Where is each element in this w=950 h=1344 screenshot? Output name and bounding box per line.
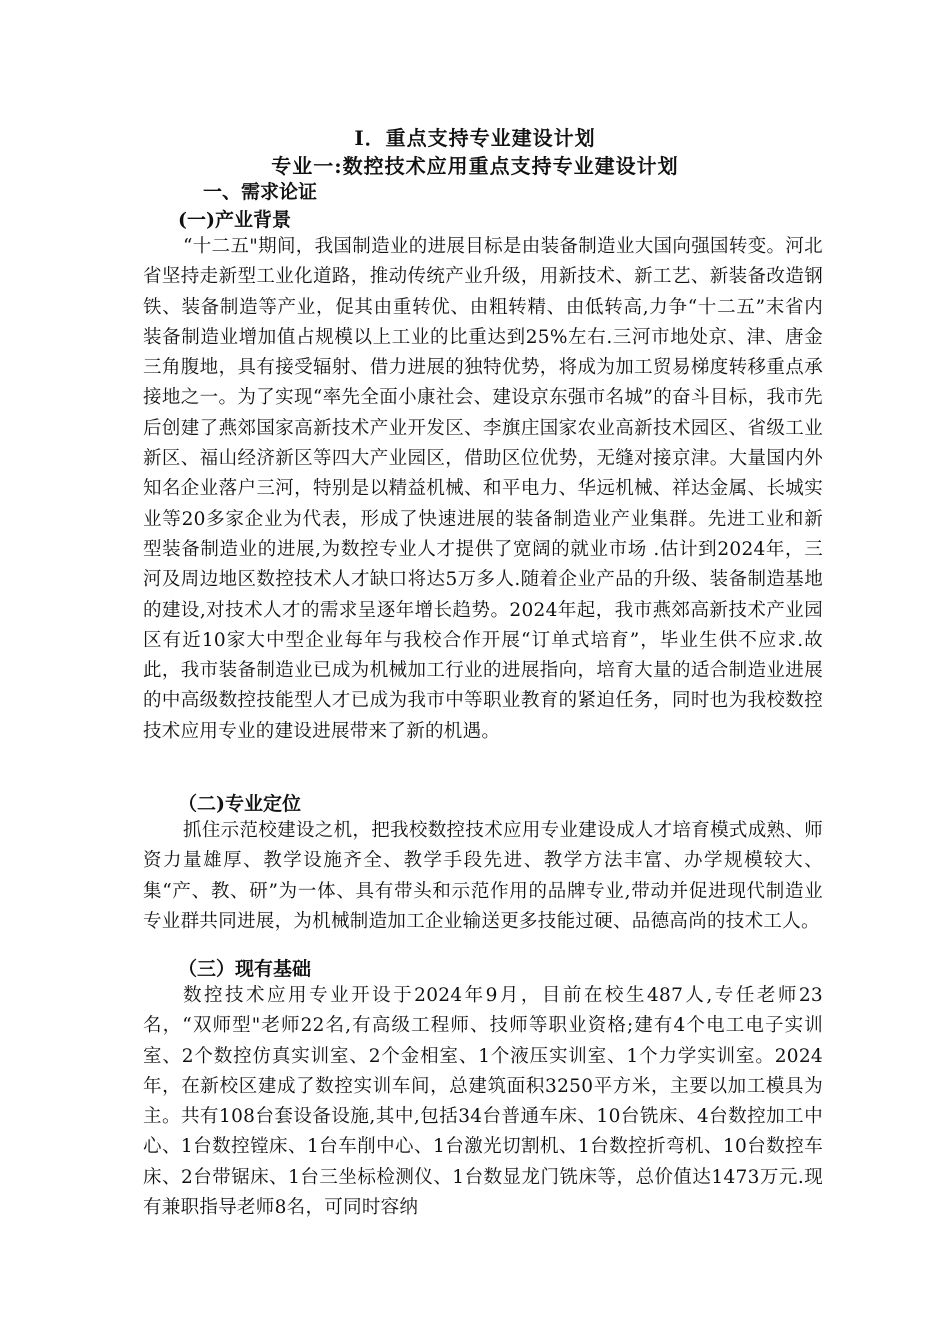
subsection-heading-positioning: （二)专业定位 xyxy=(178,793,301,815)
paragraph-positioning: 抓住示范校建设之机，把我校数控技术应用专业建设成人才培育模式成熟、师资力量雄厚、教学设施齐全、教学手段先进、教学方法丰富、办学规模较大、集“产、教、研”为一体、具有带头和示范作用的品牌专业,带动并促进现代制造业专业群共同进展，为机械制造加工企业输送更多技能过硬、品德高尚的技术工人。 xyxy=(143,820,823,932)
section-heading-demand: 一、需求论证 xyxy=(203,181,318,203)
document-subtitle: 专业一:数控技术应用重点支持专业建设计划 xyxy=(271,154,679,178)
paragraph-industry-background: “十二五"期间，我国制造业的进展目标是由装备制造业大国向强国转变。河北省坚持走新型工业化道路，推动传统产业升级，用新技术、新工艺、新装备改造钢铁、装备制造等产业，促其由重转优、由粗转精、由低转高,力争“十二五”末省内装备制造业增加值占规模以上工业的比重达到25%左右.三河市地处京、津、唐金三角腹地，具有接受辐射、借力进展的独特优势，将成为加工贸易梯度转移重点承接地之一。为了实现“率先全面小康社会、建设京东强市名城”的奋斗目标，我市先后创建了燕郊国家高新技术产业开发区、李旗庄国家农业高新技术园区、省级工业新区、福山经济新区等四大产业园区，借助区位优势，无缝对接京津。大量国内外知名企业落户三河，特别是以精益机械、和平电力、华远机械、祥达金属、长城实业等20多家企业为代表，形成了快速进展的装备制造业产业集群。先进工业和新型装备制造业的进展,为数控专业人才提供了宽阔的就业市场 .估计到2024年，三河及周边地区数控技术人才缺口将达5万多人.随着企业产品的升级、装备制造基地的建设,对技术人才的需求呈逐年增长趋势。2024年起，我市燕郊高新技术产业园区有近10家大中型企业每年与我校合作开展“订单式培育”，毕业生供不应求.故此，我市装备制造业已成为机械加工行业的进展指向，培育大量的适合制造业进展的中高级数控技能型人才已成为我市中等职业教育的紧迫任务，同时也为我校数控技术应用专业的建设进展带来了新的机遇。 xyxy=(143,236,823,742)
subsection-heading-industry: (一)产业背景 xyxy=(178,209,291,231)
subsection-heading-foundation: （三）现有基础 xyxy=(178,958,312,980)
paragraph-foundation: 数控技术应用专业开设于2024年9月，目前在校生487人,专任老师23名，“双师型"老师22名,有高级工程师、技师等职业资格;建有4个电工电子实训室、2个数控仿真实训室、2个金相室、1个液压实训室、1个力学实训室。2024年，在新校区建成了数控实训车间，总建筑面积3250平方米，主要以加工模具为主。共有108台套设备设施,其中,包括34台普通车床、10台铣床、4台数控加工中心、1台数控镗床、1台车削中心、1台激光切割机、1台数控折弯机、10台数控车床、2台带锯床、1台三坐标检测仪、1台数显龙门铣床等，总价值达1473万元.现有兼职指导老师8名，可同时容纳 xyxy=(143,985,823,1219)
document-title: Ⅰ．重点支持专业建设计划 xyxy=(354,126,596,150)
